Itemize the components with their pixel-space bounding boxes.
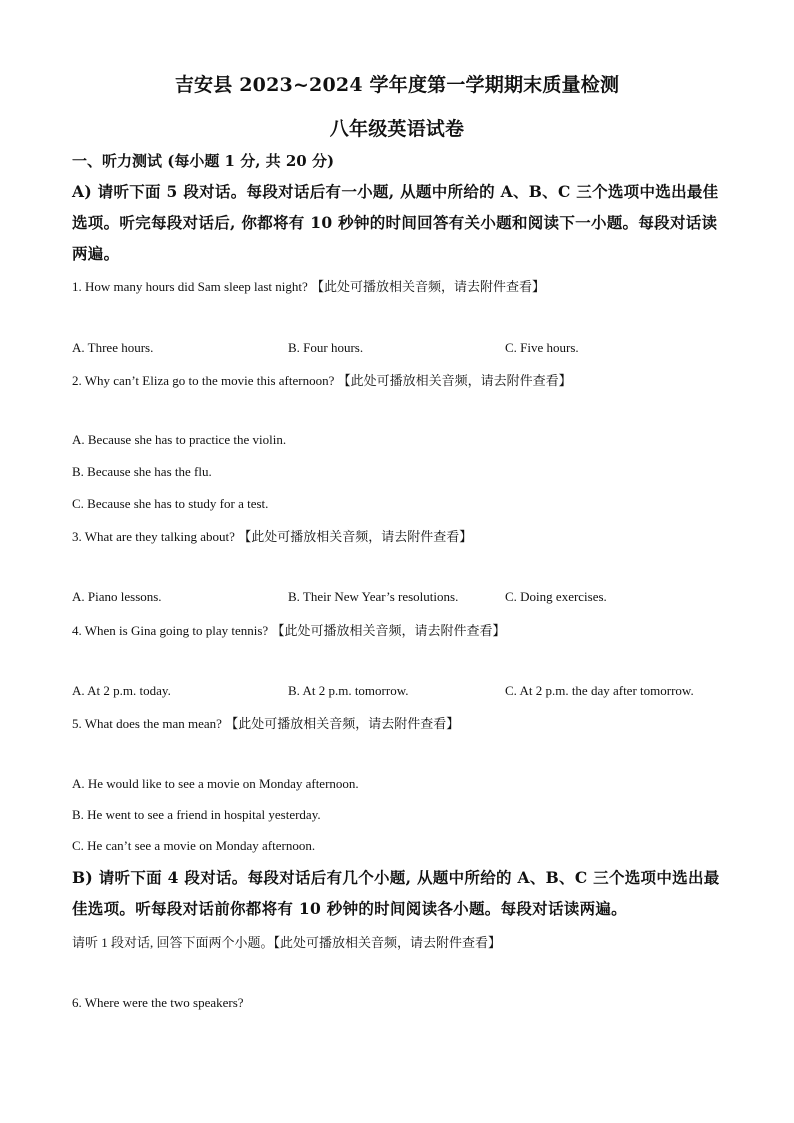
option-4c: C. At 2 p.m. the day after tomorrow. xyxy=(505,683,694,698)
audio-note: 【此处可播放相关音频，请去附件查看】 xyxy=(238,529,473,544)
option-4a: A. At 2 p.m. today. xyxy=(72,683,171,698)
exam-title: 吉安县 2023~2024 学年度第一学期期末质量检测 xyxy=(174,74,620,96)
question-stem: 3. What are they talking about? xyxy=(72,529,235,544)
question-stem: 5. What does the man mean? xyxy=(72,716,222,731)
question-3 xyxy=(72,526,472,545)
question-4 xyxy=(72,620,505,639)
option-5a: A. He would like to see a movie on Monday afternoon. xyxy=(72,776,359,791)
question-2 xyxy=(72,370,572,389)
question-stem: 1. How many hours did Sam sleep last night? xyxy=(72,279,308,294)
option-1a: A. Three hours. xyxy=(72,340,154,355)
audio-note: 【此处可播放相关音频，请去附件查看】 xyxy=(225,716,460,731)
option-5b: B. He went to see a friend in hospital yesterday. xyxy=(72,807,321,822)
option-5c: C. He can’t see a movie on Monday afternoon. xyxy=(72,838,316,853)
dialogue-1-prompt xyxy=(72,932,501,951)
option-3c: C. Doing exercises. xyxy=(505,589,607,604)
question-5 xyxy=(72,713,459,732)
question-stem: 4. When is Gina going to play tennis? xyxy=(72,623,269,638)
option-1b: B. Four hours. xyxy=(288,340,364,355)
prompt-text: 请听 1 段对话, 回答下面两个小题。 xyxy=(72,935,274,950)
question-1 xyxy=(72,276,545,295)
option-3a: A. Piano lessons. xyxy=(72,589,162,604)
question-6: 6. Where were the two speakers? xyxy=(72,995,244,1010)
audio-note: 【此处可播放相关音频，请去附件查看】 xyxy=(273,935,502,950)
option-2b: B. Because she has the flu. xyxy=(72,464,212,479)
option-2c: C. Because she has to study for a test. xyxy=(72,496,269,511)
option-3b: B. Their New Year’s resolutions. xyxy=(288,589,459,604)
option-4b: B. At 2 p.m. tomorrow. xyxy=(288,683,409,698)
question-stem: 2. Why can’t Eliza go to the movie this afternoon? xyxy=(72,373,335,388)
option-2a: A. Because she has to practice the violin. xyxy=(72,432,287,447)
section-heading: 一、听力测试 (每小题 1 分, 共 20 分) xyxy=(72,152,335,170)
part-b-instructions: B) 请听下面 4 段对话。每段对话后有几个小题, 从题中所给的 A、B、C 三个选项中选出最佳选项。听每段对话前你都将有 10 秒钟的时间阅读各小题。每段对话读两遍。 xyxy=(72,868,720,918)
exam-subtitle: 八年级英语试卷 xyxy=(329,118,465,140)
audio-note: 【此处可播放相关音频，请去附件查看】 xyxy=(311,279,546,294)
audio-note: 【此处可播放相关音频，请去附件查看】 xyxy=(337,373,572,388)
audio-note: 【此处可播放相关音频，请去附件查看】 xyxy=(271,623,506,638)
option-1c: C. Five hours. xyxy=(505,340,579,355)
part-a-instructions: A) 请听下面 5 段对话。每段对话后有一小题, 从题中所给的 A、B、C 三个选项中选出最佳选项。听完每段对话后, 你都将有 10 秒钟的时间回答有关小题和阅读下一小题。每段对话读两遍。 xyxy=(72,182,719,263)
